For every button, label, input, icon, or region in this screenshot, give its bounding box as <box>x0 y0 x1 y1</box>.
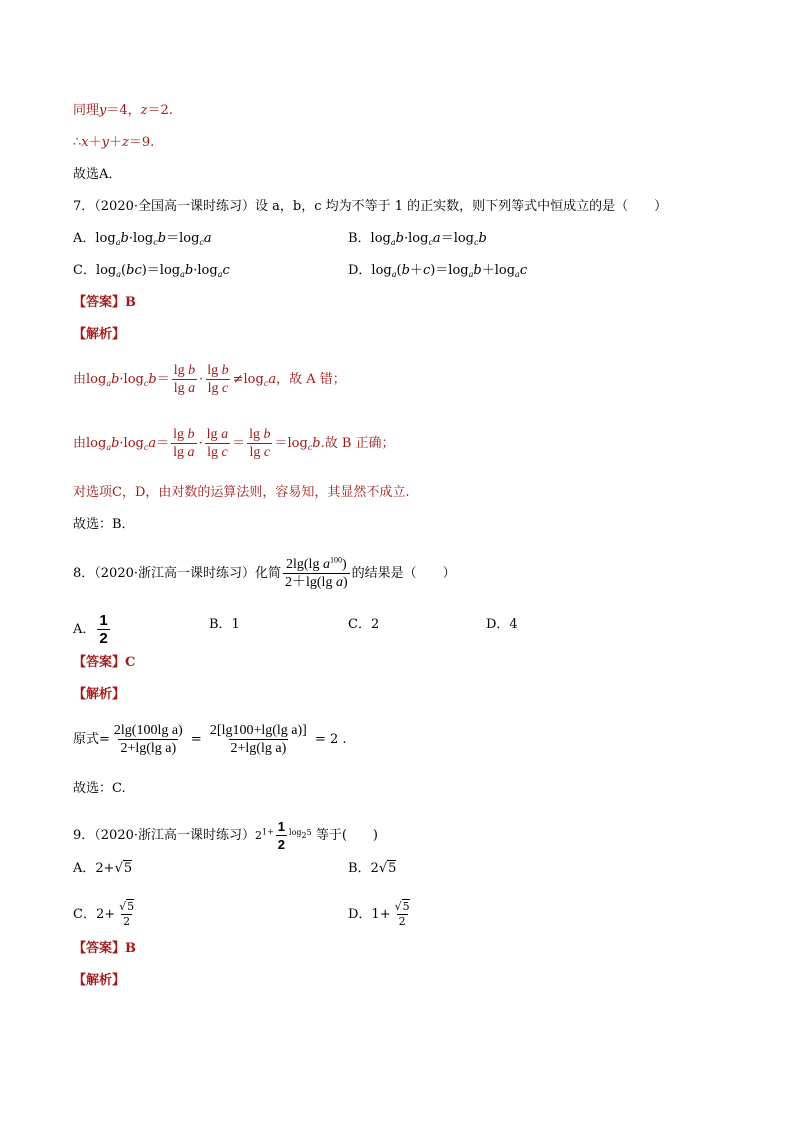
q8-option-d: D．4 <box>486 617 518 632</box>
q9-answer: 【答案】B <box>73 941 136 956</box>
q7-answer: 【答案】B <box>73 295 136 310</box>
solution-conclusion: 故选A． <box>73 167 122 182</box>
q7-option-b: B．$\log_ab\cdot\log_ca=\log_cb$ <box>348 231 487 247</box>
solution-line-2: ∴x＋y＋z＝9. <box>73 135 155 150</box>
q7-solution-2: 由$\log_ab\cdot\log_ca=$ $\frac{\text{lg b}}{\text{lg a}}$ · $\frac{\text{lg a}}{\text{lg c}}$ ＝ $\frac{\text{lg b}}{\text{lg c}}$ $=\log_cb$.故 B 正确； <box>73 427 395 460</box>
q7-option-d: D．$\log_a(b+c)=\log_ab+\log_ac$ <box>348 263 528 279</box>
q8-conclusion: 故选：C. <box>73 781 126 796</box>
q7-option-a: A．$\log_ab\cdot\log_cb=\log_ca$ <box>73 231 212 247</box>
q9-stem: 9．（2020·浙江高一课时练习）$2^{1+}$ $\frac{1}{2}$ $^{log_25}$ 等于( ) <box>73 819 379 852</box>
q8-solution: 原式= $\frac{\text{2lg(100lg a)}}{\text{2+lg(lg a)}}$ = $\frac{\text{2[lg100+lg(lg a)]}}{\text{2+lg(lg a)}}$ = 2 . <box>73 723 347 756</box>
q7-stem: 7．（2020·全国高一课时练习）设 a，b，c 均为不等于 1 的正实数，则下列等式中恒成立的是（ ） <box>73 199 668 214</box>
q9-option-a: A．2+√5 <box>73 861 133 876</box>
q8-analysis-label: 【解析】 <box>73 687 126 702</box>
q8-stem: 8．（2020·浙江高一课时练习）化简 $\frac{2\lg(\lg a^{100})}{\text{2＋lg(lg a)}}$ 的结果是（ ） <box>73 555 456 590</box>
q9-option-d: D．1+ $\frac{√5}{2}$ <box>348 900 410 928</box>
q9-analysis-label: 【解析】 <box>73 973 126 988</box>
q7-solution-3: 对选项C，D，由对数的运算法则，容易知，其显然不成立. <box>73 485 410 500</box>
q8-option-a: A． $\frac{1}{2}$ <box>73 612 108 647</box>
q7-solution-1: 由$\log_ab\cdot\log_cb=$ $\frac{\text{lg b}}{\text{lg a}}$ · $\frac{\text{lg b}}{\text{lg c}}$ $\ne\log_ca$，故 A 错； <box>73 363 346 396</box>
q8-expression: $\frac{2\lg(\lg a^{100})}{\text{2＋lg(lg a)}}$ <box>285 555 348 590</box>
q7-option-c: C．$\log_a(bc)=\log_ab\cdot\log_ac$ <box>73 263 230 279</box>
q7-analysis-label: 【解析】 <box>73 327 126 342</box>
q8-answer: 【答案】C <box>73 655 136 670</box>
q8-option-b: B．1 <box>209 617 240 632</box>
q7-conclusion: 故选：B． <box>73 517 135 532</box>
solution-line-1: 同理y＝4，z＝2. <box>73 103 173 118</box>
q9-option-c: C．2+ $\frac{√5}{2}$ <box>73 900 135 928</box>
q8-option-c: C．2 <box>348 617 380 632</box>
q9-option-b: B．2√5 <box>348 861 397 876</box>
